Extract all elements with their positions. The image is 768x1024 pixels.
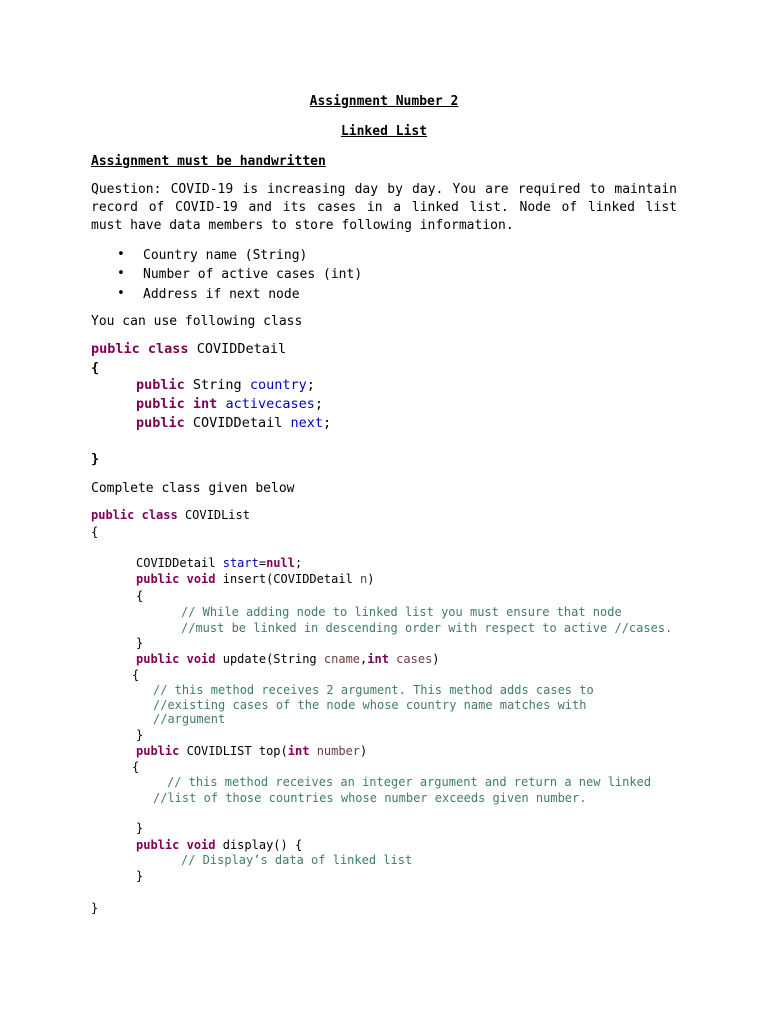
bullet-icon: • [117,266,125,281]
class2-open-brace: { [91,525,99,539]
use-class-text: You can use following class [91,314,303,329]
update-open-brace: { [132,668,140,682]
update-method-signature: public void update(String cname,int cases) [136,652,440,666]
insert-method-signature: public void insert(COVIDDetail n) [136,572,375,586]
insert-comment: //must be linked in descending order with respect to active //cases. [181,621,673,635]
display-method-signature: public void display() { [136,838,303,852]
top-comment: //list of those countries whose number exceeds given number. [153,791,587,805]
insert-close-brace: } [136,636,144,650]
top-open-brace: { [132,760,140,774]
display-comment: // Display’s data of linked list [181,853,413,867]
bullet-icon: • [117,247,125,262]
start-declaration: COVIDDetail start=null; [136,556,303,570]
class1-close-brace: } [91,451,100,467]
class2-close-brace: } [91,901,99,915]
update-comment: // this method receives 2 argument. This method adds cases to [153,683,594,697]
update-comment: //existing cases of the node whose country name matches with [153,698,587,712]
handwritten-notice: Assignment must be handwritten [91,154,326,169]
top-comment: // this method receives an integer argument and return a new linked [167,775,652,789]
class2-declaration: public class COVIDList [91,508,250,522]
class1-field-country: public String country; [136,377,315,393]
top-close-brace: } [136,821,144,835]
bullet-icon: • [117,286,125,301]
page-subtitle: Linked List [340,124,428,139]
question-paragraph: Question: COVID-19 is increasing day by day. You are required to maintain record of COVID-19 and its cases in a linked list. Node of linked list must have data members to store following information. [91,182,677,233]
class1-declaration: public class COVIDDetail [91,341,287,357]
page-title: Assignment Number 2 [309,94,459,109]
class1-field-next: public COVIDDetail next; [136,415,332,431]
class1-field-activecases: public int activecases; [136,396,323,412]
display-close-brace: } [136,869,144,883]
list-item: Country name (String) [143,248,308,263]
update-close-brace: } [136,728,144,742]
insert-open-brace: { [136,589,144,603]
insert-comment: // While adding node to linked list you must ensure that node [181,605,622,619]
complete-class-text: Complete class given below [91,481,295,496]
list-item: Address if next node [143,287,300,302]
list-item: Number of active cases (int) [143,267,363,282]
update-comment: //argument [153,712,226,726]
top-method-signature: public COVIDLIST top(int number) [136,744,368,758]
class1-open-brace: { [91,360,100,376]
